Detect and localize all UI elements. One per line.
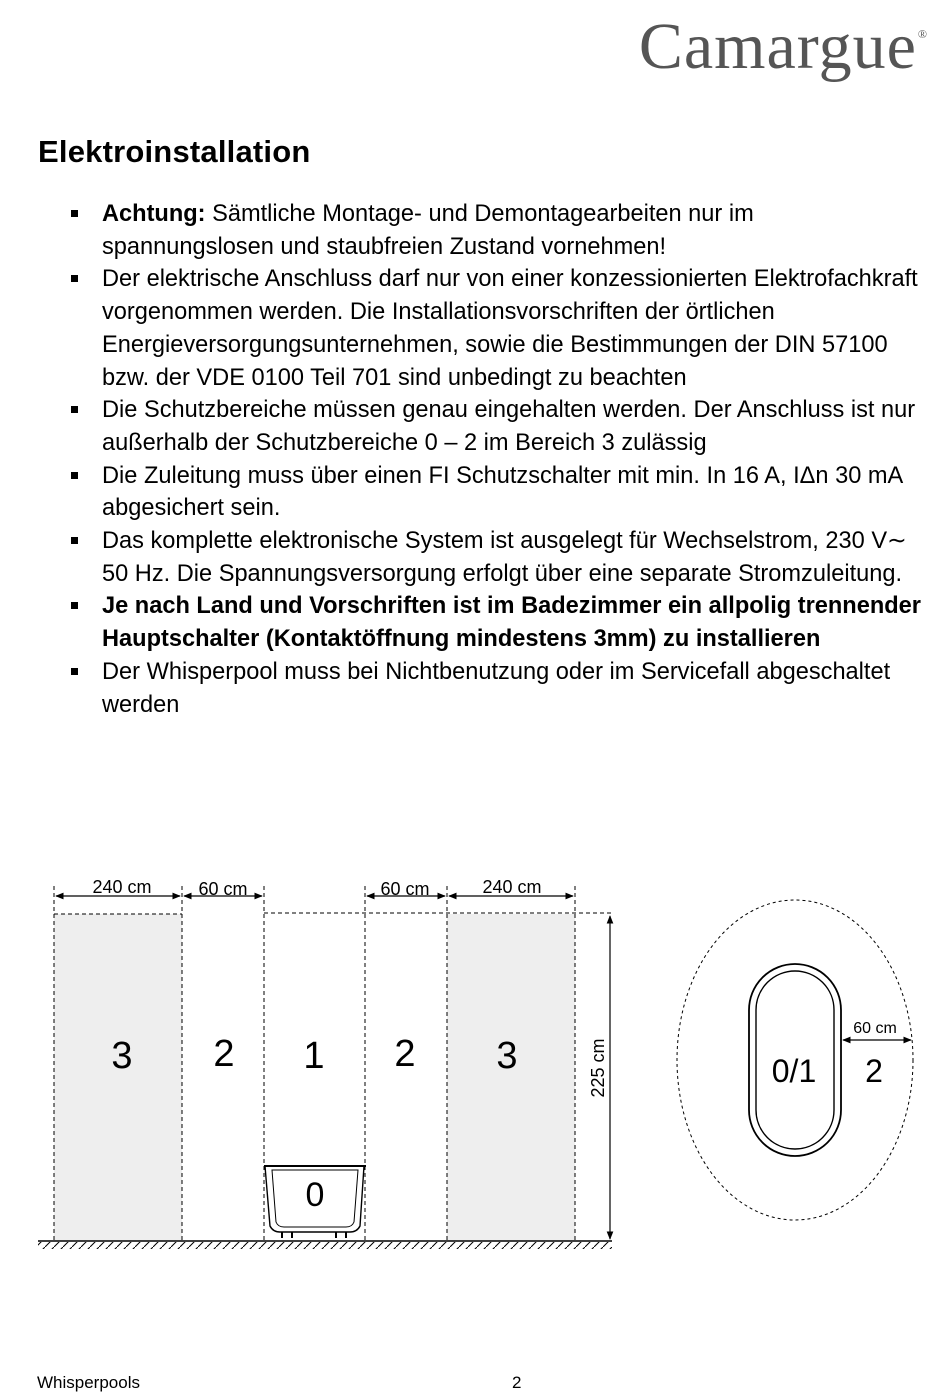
dim-right-inner: 60 cm	[380, 879, 430, 899]
footer-title: Whisperpools	[37, 1373, 140, 1392]
zone-label-tub-0: 0	[305, 1176, 325, 1214]
bullet-text: Je nach Land und Vorschriften ist im Badezimmer ein allpolig trennender Hauptschalter (Kontaktöffnung mindestens 3mm) zu installieren	[102, 593, 921, 653]
list-item	[70, 656, 930, 721]
bullet-text: Der Whisperpool muss bei Nichtbenutzung oder im Servicefall abgeschaltet werden	[102, 658, 891, 718]
list-item	[70, 590, 930, 655]
bullet-lead: Achtung:	[102, 201, 206, 227]
bullet-text: Das komplette elektronische System ist ausgelegt für Wechselstrom, 230 V∼ 50 Hz. Die Spannungsversorgung erfolgt über eine separate Stromzuleitung.	[102, 528, 907, 587]
zone-label-left-3: 3	[111, 1035, 133, 1077]
zone-3-left-area	[54, 914, 182, 1241]
page-title: Elektroinstallation	[38, 134, 311, 169]
list-item	[70, 460, 930, 525]
instruction-list	[70, 198, 930, 721]
top-view-dimension: 60 cm	[853, 1020, 897, 1037]
zone-label-right-2: 2	[394, 1033, 416, 1075]
dim-height: 225 cm	[588, 1038, 608, 1098]
zone-3-right-area	[447, 914, 575, 1241]
bullet-text: Die Zuleitung muss über einen FI Schutzschalter mit min. In 16 A, IΔn 30 mA abgesichert sein.	[102, 462, 902, 522]
list-item	[70, 394, 930, 459]
zone-label-center-1: 1	[303, 1035, 325, 1077]
list-item	[70, 198, 930, 263]
zone-side-diagram	[0, 860, 650, 1260]
dim-left-inner: 60 cm	[198, 879, 248, 899]
bullet-text: Der elektrische Anschluss darf nur von einer konzessionierten Elektrofachkraft vorgenommen werden. Die Installationsvorschriften der örtlichen Energieversorgungsunternehmen, sowie die Bestimmungen der DIN 57100 bzw. der VDE 0100 Teil 701 sind unbedingt zu beachten	[102, 266, 918, 391]
brand-logo	[638, 10, 928, 83]
dim-right-outer: 240 cm	[482, 877, 542, 897]
list-item	[70, 263, 930, 394]
zone-label-left-2: 2	[213, 1033, 235, 1075]
dim-left-outer: 240 cm	[92, 877, 152, 897]
floor-hatching	[38, 1242, 612, 1249]
zone-top-view-diagram	[665, 890, 925, 1230]
bullet-text: Die Schutzbereiche müssen genau eingehalten werden. Der Anschluss ist nur außerhalb der Schutzbereiche 0 – 2 im Bereich 3 zulässig	[102, 397, 916, 456]
registered-mark: ®	[917, 27, 928, 41]
zone-label-right-3: 3	[496, 1035, 518, 1077]
bullet-text: Sämtliche Montage- und Demontagearbeiten nur im spannungslosen und staubfreien Zustand vornehmen!	[102, 201, 754, 260]
list-item	[70, 525, 930, 590]
page-number: 2	[512, 1373, 522, 1392]
brand-name: Camargue	[638, 10, 917, 83]
top-view-outer-label: 2	[865, 1053, 883, 1089]
top-view-inner-label: 0/1	[771, 1053, 817, 1089]
